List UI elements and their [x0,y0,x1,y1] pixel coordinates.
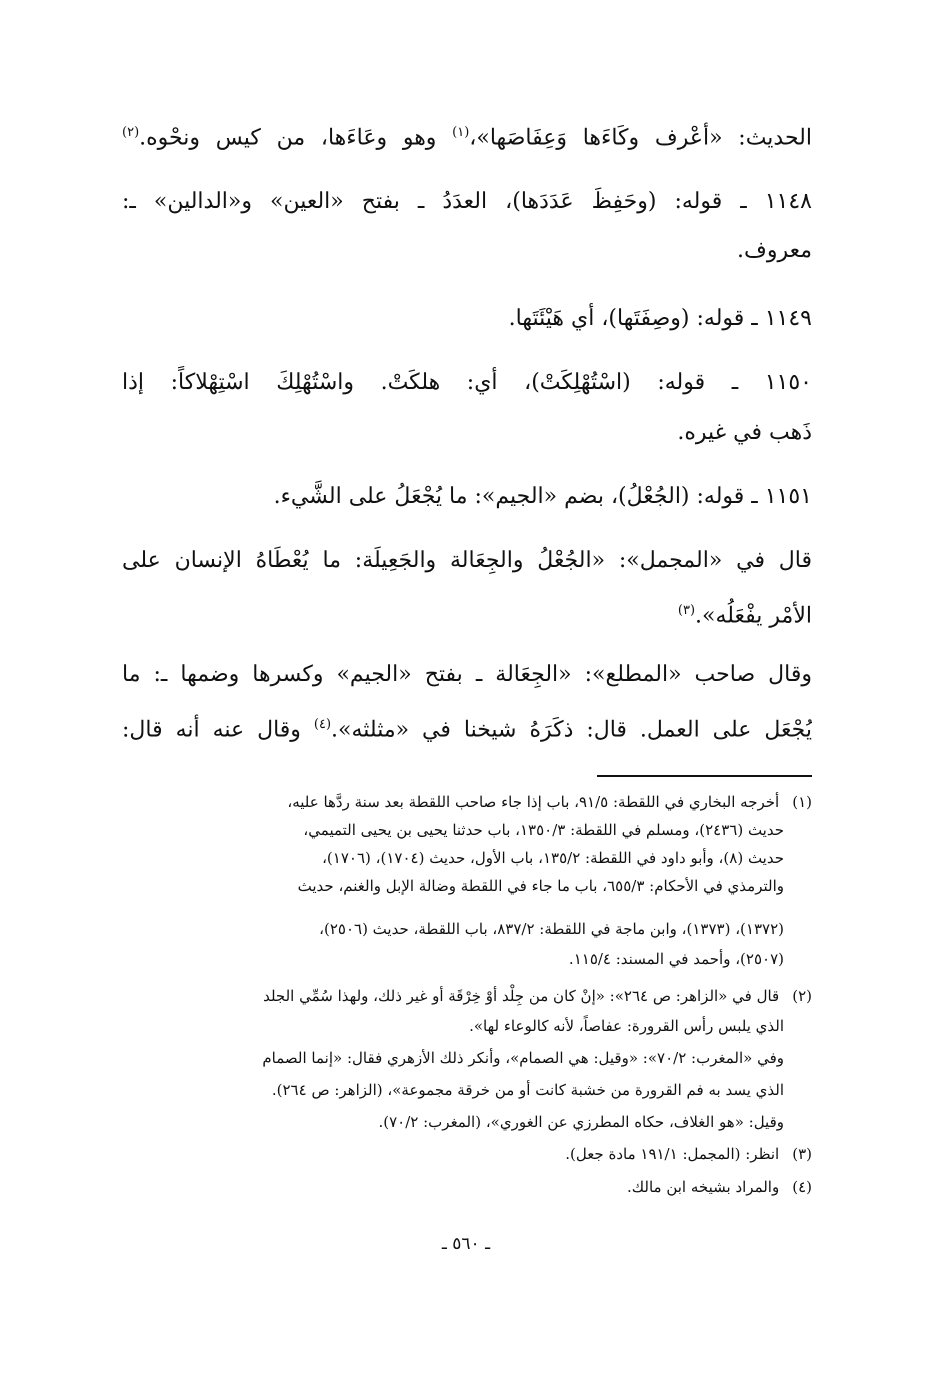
document-page [122,0,812,1376]
footnote-line [122,1174,812,1200]
body-line-text: قال في «المجمل»: «الجُعْلُ والجِعَالة والجَعِيلَة: ما يُعْطَاهُ الإنسان على [122,548,812,573]
footnote-text: انظر: (المجمل: ١٩١/١ مادة جعل). [565,1145,780,1163]
footnote-text: حديث (٨)، وأبو داود في اللقطة: ١٣٥/٢، باب الأول، حديث (١٧٠٤)، (١٧٠٦)، [322,849,784,867]
body-line-text: وقال عنه أنه قال: [122,717,314,742]
footnote-text: (١٣٧٢)، (١٣٧٣)، وابن ماجة في اللقطة: ٨٣٧/٢، باب اللقطة، حديث (٢٥٠٦)، [319,920,784,938]
body-line-4 [122,302,812,336]
footnote-text: (٢٥٠٧)، وأحمد في المسند: ١١٥/٤. [568,950,784,968]
footnote-text: وقيل: «هو الغلاف، حكاه المطرزي عن الغوري»، (المغرب: ٧٠/٢). [378,1113,784,1131]
footnote-line [122,1077,812,1103]
footnote-line [122,873,812,899]
footnote-text: الذي يسد به فم القرورة من خشبة كانت أو من خرقة مجموعة»، (الزاهر: ص ٢٦٤). [271,1081,784,1099]
footnote-line [122,1013,812,1039]
body-line-7 [122,480,812,514]
body-line-text: معروف. [737,238,812,263]
footnote-ref-1: (١) [452,125,470,140]
footnote-text: قال في «الزاهر: ص ٢٦٤»: «إنْ كان من جِلْد أوْ خِرْقَة أو غير ذلك، ولهذا سُمِّي الجلد [263,987,780,1005]
footnote-ref-4: (٤) [313,717,332,732]
footnote-line [122,946,812,972]
body-line-text: وقال صاحب «المطلع»: «الجِعَالة ـ بفتح «الجيم» وكسرها وضمها ـ: ما [122,662,812,687]
footnote-line [122,1045,812,1071]
footnote-ref-2: (٢) [122,125,140,140]
footnote-text: حديث (٢٤٣٦)، ومسلم في اللقطة: ١٣٥٠/٣، باب حدثنا يحيى بن يحيى التميمي، [303,821,784,839]
footnote-line [122,916,812,942]
footnote-separator [597,775,812,777]
body-line-2 [122,185,812,219]
footnote-text: وفي «المغرب: ٧٠/٢»: «وقيل: هي الصمام»، وأنكر ذلك الأزهري فقال: «إنما الصمام [262,1049,784,1067]
footnote-text: الذي يلبس رأس القرورة: عفاصاً، لأنه كالوعاء لها». [469,1017,784,1035]
body-line-11 [122,708,812,742]
body-line-6 [122,416,812,450]
body-line-10 [122,658,812,692]
footnote-line [122,817,812,843]
entry-1149: ١١٤٩ ـ قوله: (وصِفَتَها)، أي هَيْئَتَها. [508,306,812,331]
body-line-5 [122,366,812,400]
page-number: ـ ٥٦٠ ـ [441,1234,491,1254]
body-line-text: ذَهب في غيره. [677,420,812,445]
body-line-text: الحديث: «أعْرِف وِكَاءَها وَعِفَاصَها»، [469,125,812,150]
body-line-3 [122,234,812,268]
entry-1151: ١١٥١ ـ قوله: (الجُعْلُ)، بضم «الجيم»: ما يُجْعَلُ على الشَّيء. [273,484,812,509]
footnote-ref-3: (٣) [677,603,696,618]
entry-1148: ١١٤٨ ـ قوله: (وحَفِظَ عَدَدَها)، العدَدُ ـ بفتح «العين» و«الدالين» ـ: [122,189,812,214]
footnote-text: أخرجه البخاري في اللقطة: ٩١/٥، باب إذا جاء صاحب اللقطة بعد سنة ردَّها عليه، [287,793,780,811]
body-line-1 [122,116,812,150]
body-line-9 [122,594,812,628]
footnote-line [122,1109,812,1135]
footnote-number: (١) [792,793,812,811]
entry-1150: ١١٥٠ ـ قوله: (اسْتُهْلِكَتْ)، أي: هلكَتْ. واسْتُهْلِكَ اسْتِهْلاكاً: إذا [122,370,812,395]
footnote-line [122,1141,812,1167]
footnote-text: والمراد بشيخه ابن مالك. [626,1178,780,1196]
body-line-8 [122,544,812,578]
footnote-text: والترمذي في الأحكام: ٦٥٥/٣، باب ما جاء في اللقطة وضالة الإبل والغنم، حديث [297,877,784,895]
footnote-line [122,789,812,815]
body-line-text: وهو وِعَاءَها، من كيسٍ ونحْوِه. [139,125,453,150]
footnote-line [122,845,812,871]
footnote-number: (٣) [792,1145,812,1163]
footnote-number: (٢) [792,987,812,1005]
footnote-line [122,983,812,1009]
body-line-text: الأمْر يفْعَلُه». [695,603,812,628]
body-line-text: يُجْعَل على العمل. قال: ذكَرَهُ شيخنا في «مثلثه». [331,717,812,742]
footnote-number: (٤) [792,1178,812,1196]
